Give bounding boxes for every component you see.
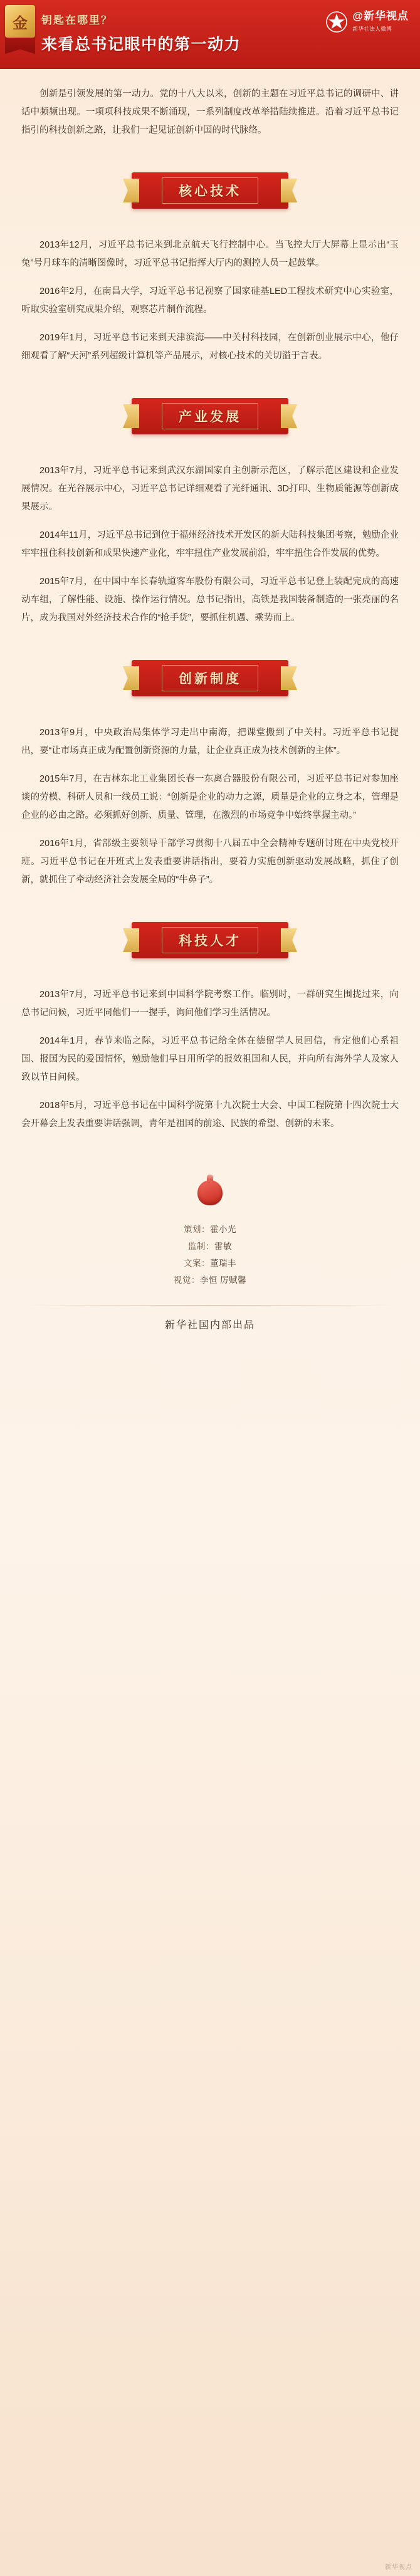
credit-value: 雷敏: [214, 1242, 232, 1251]
credit-label: 视觉：: [173, 1275, 200, 1285]
credit-value: 李恒 厉赋馨: [199, 1275, 247, 1285]
paragraph: 2013年7月，习近平总书记来到武汉东湖国家自主创新示范区，了解示范区建设和企业发展情况。在光谷展示中心，习近平总书记详细观看了光纤通讯、3D打印、生物质能源等创新成果展示。: [21, 466, 399, 512]
xinhua-logo-main: @新华视点: [352, 10, 409, 22]
paragraph: 2019年1月，习近平总书记来到天津滨海——中关村科技园，在创新创业展示中心，他仔细观看了解“天河”系列超级计算机等产品展示，对核心技术的关切溢于言表。: [21, 333, 399, 361]
credit-label: 监制：: [188, 1242, 214, 1251]
paragraph: 2013年9月，中央政治局集体学习走出中南海，把课堂搬到了中关村。习近平总书记提出，要“让市场真正成为配置创新资源的力量，让企业真正成为技术创新的主体”。: [21, 728, 399, 756]
section-plaque: [132, 660, 288, 696]
paragraph: 2015年7月，在中国中车长春轨道客车股份有限公司，习近平总书记登上装配完成的高速动车组，了解性能、设施、操作运行情况。总书记指出，高铁是我国装备制造的一张亮丽的名片，成为我国对外经济技术合作的“抢手货”，要抓住机遇、乘势而上。: [21, 577, 399, 623]
page-header: [0, 0, 420, 69]
watermark: 新华视点: [385, 2564, 412, 2571]
section-plaque-inner: [162, 403, 258, 429]
paragraph: 2016年1月，省部级主要领导干部学习贯彻十八届五中全会精神专题研讨班在中央党校开班。习近平总书记在开班式上发表重要讲话指出，要着力实施创新驱动发展战略，抓住了创新，就抓住了牵动经济社会发展全局的“牛鼻子”。: [21, 839, 399, 885]
paragraph: 2014年11月，习近平总书记到位于福州经济技术开发区的新大陆科技集团考察，勉励企业牢牢扭住科技创新和成果快速产业化，牢牢扭住产业发展前沿，牢牢扭住合作发展的优势。: [21, 530, 399, 558]
section-header-science-talent: [0, 922, 420, 958]
section-plaque-inner: [162, 927, 258, 953]
section-plaque: [132, 922, 288, 958]
header-title-block: [41, 11, 241, 55]
section-plaque: [132, 398, 288, 434]
section-title: 创新制度: [179, 672, 241, 686]
gold-badge-char: 金: [13, 14, 28, 32]
section-header-industry-development: [0, 398, 420, 434]
credit-value: 董瑞丰: [210, 1259, 236, 1268]
section-plaque-inner: [162, 665, 258, 691]
section-plaque-inner: [162, 177, 258, 204]
credit-item: [21, 1221, 399, 1238]
credit-value: 霍小光: [210, 1225, 236, 1234]
paragraph: 2013年7月，习近平总书记来到中国科学院考察工作。临别时，一群研究生围拢过来，向总书记问候，习近平同他们一一握手，询问他们学习生活情况。: [21, 990, 399, 1018]
section-header-core-technology: [0, 172, 420, 209]
credit-label: 文案：: [184, 1259, 210, 1268]
publisher-label: 新华社国内部出品: [164, 1320, 255, 1331]
credit-item: [21, 1255, 399, 1272]
page-title: 来看总书记眼中的第一动力: [41, 36, 241, 53]
paragraph: 2013年12月，习近平总书记来到北京航天飞行控制中心。当飞控大厅大屏幕上显示出“玉兔”号月球车的清晰图像时，习近平总书记指挥大厅内的测控人员一起鼓掌。: [21, 240, 399, 268]
credits-list: [21, 1221, 399, 1289]
section-body-innovation-system: [0, 708, 420, 906]
paragraph: 2018年5月，习近平总书记在中国科学院第十九次院士大会、中国工程院第十四次院士大会开幕会上发表重要讲话强调，青年是祖国的前途、民族的希望、创新的未来。: [21, 1101, 399, 1129]
section-body-industry-development: [0, 446, 420, 644]
section-title: 科技人才: [179, 934, 241, 948]
header-subtitle: 钥匙在哪里？: [41, 14, 113, 26]
section-title: 核心技术: [179, 184, 241, 199]
section-body-core-technology: [0, 220, 420, 382]
credit-item: [21, 1272, 399, 1289]
credit-label: 策划：: [184, 1225, 210, 1234]
xinhua-logo-icon: [326, 11, 347, 33]
gold-badge: [5, 5, 35, 38]
ribbon-tail-decoration: [5, 38, 35, 54]
section-body-science-talent: [0, 970, 420, 1149]
intro-paragraph: 创新是引领发展的第一动力。党的十八大以来，创新的主题在习近平总书记的调研中、讲话中频频出现。一项项科技成果不断涌现，一系列制度改革举措陆续推进。沿着习近平总书记指引的科技创新之路，让我们一起见证创新中国的时代脉络。: [21, 89, 399, 135]
section-plaque: [132, 172, 288, 209]
xinhua-logo-text: [352, 10, 409, 34]
seal-stamp-icon: [196, 1175, 224, 1210]
intro-section: [0, 69, 420, 156]
paragraph: 2015年7月，在吉林东北工业集团长春一东离合器股份有限公司，习近平总书记对参加座谈的劳模、科研人员和一线员工说：“创新是企业的动力之源，质量是企业的立身之本，管理是企业的必由之路。必须抓好创新、质量、管理，在激烈的市场竞争中始终掌握主动。”: [21, 774, 399, 820]
page-footer: [0, 1175, 420, 1356]
section-header-innovation-system: [0, 660, 420, 696]
credit-item: [21, 1238, 399, 1255]
paragraph: 2014年1月，春节来临之际，习近平总书记给全体在德留学人员回信，肯定他们心系祖国、报国为民的爱国情怀，勉励他们早日用所学的报效祖国和人民，并向所有海外学人及家人致以节日问候。: [21, 1036, 399, 1082]
paragraph: 2016年2月，在南昌大学，习近平总书记视察了国家硅基LED工程技术研究中心实验室，听取实验室研究成果介绍，观察芯片制作流程。: [21, 286, 399, 315]
seal-body: [197, 1180, 223, 1205]
xinhua-logo-sub: 新华社法人微博: [352, 26, 392, 33]
xinhua-logo[interactable]: [326, 10, 409, 34]
footer-divider: [21, 1305, 399, 1306]
section-title: 产业发展: [179, 410, 241, 424]
